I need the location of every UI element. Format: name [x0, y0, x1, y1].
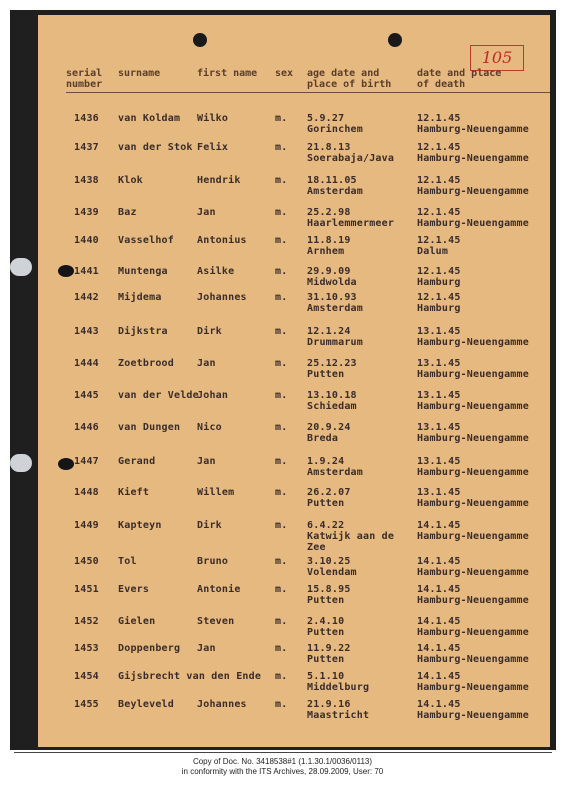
first-name: Johannes — [197, 699, 247, 710]
birth-place: Gorinchem — [307, 124, 363, 135]
death-date: 13.1.45 — [417, 390, 461, 401]
birth-date: 6.4.22 — [307, 520, 345, 531]
first-name: Dirk — [197, 520, 222, 531]
death-date: 14.1.45 — [417, 584, 461, 595]
serial-number: 1440 — [74, 235, 99, 246]
death-date: 14.1.45 — [417, 643, 461, 654]
first-name: Jan — [197, 456, 216, 467]
ink-blot-1 — [58, 265, 74, 277]
death-date: 13.1.45 — [417, 456, 461, 467]
serial-number: 1443 — [74, 326, 99, 337]
first-name: Jan — [197, 643, 216, 654]
serial-number: 1438 — [74, 175, 99, 186]
binder-hole-bottom — [10, 454, 32, 472]
first-name: Bruno — [197, 556, 229, 567]
header-serial: serial number — [66, 68, 103, 90]
sex: m. — [275, 113, 288, 124]
death-date: 13.1.45 — [417, 422, 461, 433]
serial-number: 1448 — [74, 487, 99, 498]
death-date: 12.1.45 — [417, 292, 461, 303]
death-place: Hamburg-Neuengamme — [417, 153, 529, 164]
serial-number: 1442 — [74, 292, 99, 303]
birth-place: Amsterdam — [307, 186, 363, 197]
sex: m. — [275, 235, 288, 246]
surname: Baz — [118, 207, 137, 218]
surname: Muntenga — [118, 266, 168, 277]
death-place: Hamburg-Neuengamme — [417, 433, 529, 444]
footer-rule — [14, 752, 552, 753]
header-first-name: first name — [197, 68, 258, 79]
sex: m. — [275, 142, 288, 153]
surname: Vasselhof — [118, 235, 174, 246]
birth-place: Schiedam — [307, 401, 357, 412]
birth-date: 20.9.24 — [307, 422, 351, 433]
death-date: 13.1.45 — [417, 487, 461, 498]
birth-place: Putten — [307, 498, 345, 509]
surname: Beyleveld — [118, 699, 174, 710]
birth-date: 31.10.93 — [307, 292, 357, 303]
death-date: 13.1.45 — [417, 358, 461, 369]
death-date: 13.1.45 — [417, 326, 461, 337]
birth-date: 5.9.27 — [307, 113, 345, 124]
birth-place: Amsterdam — [307, 467, 363, 478]
serial-number: 1451 — [74, 584, 99, 595]
birth-date: 21.8.13 — [307, 142, 351, 153]
header-sex: sex — [275, 68, 294, 79]
sex: m. — [275, 175, 288, 186]
death-date: 14.1.45 — [417, 699, 461, 710]
death-place: Hamburg — [417, 303, 461, 314]
serial-number: 1452 — [74, 616, 99, 627]
birth-place: Putten — [307, 595, 345, 606]
surname: van Koldam — [118, 113, 181, 124]
death-date: 14.1.45 — [417, 671, 461, 682]
surname: Klok — [118, 175, 143, 186]
death-place: Hamburg-Neuengamme — [417, 218, 529, 229]
serial-number: 1449 — [74, 520, 99, 531]
sex: m. — [275, 422, 288, 433]
first-name: Antonius — [197, 235, 247, 246]
birth-place: Putten — [307, 627, 345, 638]
serial-number: 1454 — [74, 671, 99, 682]
footer-line-2: in conformity with the ITS Archives, 28.09.2009, User: 70 — [181, 767, 384, 776]
death-date: 14.1.45 — [417, 616, 461, 627]
birth-date: 15.8.95 — [307, 584, 351, 595]
death-place: Hamburg-Neuengamme — [417, 401, 529, 412]
sex: m. — [275, 292, 288, 303]
death-place: Dalum — [417, 246, 449, 257]
birth-place: Breda — [307, 433, 339, 444]
birth-place: Middelburg — [307, 682, 370, 693]
birth-date: 13.10.18 — [307, 390, 357, 401]
birth-place: Putten — [307, 369, 345, 380]
birth-date: 26.2.07 — [307, 487, 351, 498]
surname: Kieft — [118, 487, 150, 498]
death-place: Hamburg-Neuengamme — [417, 498, 529, 509]
death-date: 12.1.45 — [417, 142, 461, 153]
death-place: Hamburg-Neuengamme — [417, 682, 529, 693]
surname: Doppenberg — [118, 643, 181, 654]
first-name: Wilko — [197, 113, 229, 124]
birth-place: Midwolda — [307, 277, 357, 288]
sex: m. — [275, 207, 288, 218]
serial-number: 1444 — [74, 358, 99, 369]
death-place: Hamburg — [417, 277, 461, 288]
birth-place: Putten — [307, 654, 345, 665]
death-place: Hamburg-Neuengamme — [417, 627, 529, 638]
birth-place: Drummarum — [307, 337, 363, 348]
header-surname: surname — [118, 68, 161, 79]
surname: van Dungen — [118, 422, 181, 433]
header-death: date and place of death — [417, 68, 502, 90]
surname: Zoetbrood — [118, 358, 174, 369]
serial-number: 1437 — [74, 142, 99, 153]
sex: m. — [275, 643, 288, 654]
surname: Evers — [118, 584, 150, 595]
birth-date: 11.9.22 — [307, 643, 351, 654]
first-name: Jan — [197, 358, 216, 369]
surname: van der Stok — [118, 142, 193, 153]
death-place: Hamburg-Neuengamme — [417, 369, 529, 380]
birth-date: 29.9.09 — [307, 266, 351, 277]
birth-place: Amsterdam — [307, 303, 363, 314]
footer-line-1: Copy of Doc. No. 3418538#1 (1.1.30.1/0036/0113) — [192, 757, 373, 766]
sex: m. — [275, 358, 288, 369]
serial-number: 1446 — [74, 422, 99, 433]
death-place: Hamburg-Neuengamme — [417, 567, 529, 578]
serial-number: 1445 — [74, 390, 99, 401]
punch-hole-right — [388, 33, 402, 47]
birth-place: Katwijk aan de Zee — [307, 531, 395, 553]
header-birth: age date and place of birth — [307, 68, 392, 90]
sex: m. — [275, 266, 288, 277]
serial-number: 1450 — [74, 556, 99, 567]
death-date: 12.1.45 — [417, 207, 461, 218]
birth-date: 21.9.16 — [307, 699, 351, 710]
sex: m. — [275, 326, 288, 337]
sex: m. — [275, 456, 288, 467]
birth-date: 1.9.24 — [307, 456, 345, 467]
first-name: Johannes — [197, 292, 247, 303]
birth-date: 25.2.98 — [307, 207, 351, 218]
death-date: 12.1.45 — [417, 235, 461, 246]
surname: Kapteyn — [118, 520, 162, 531]
first-name: Antonie — [197, 584, 241, 595]
first-name: Asilke — [197, 266, 235, 277]
sex: m. — [275, 520, 288, 531]
birth-place: Haarlemmermeer — [307, 218, 395, 229]
death-place: Hamburg-Neuengamme — [417, 186, 529, 197]
first-name: Nico — [197, 422, 222, 433]
surname: Dijkstra — [118, 326, 168, 337]
sex: m. — [275, 671, 288, 682]
birth-date: 12.1.24 — [307, 326, 351, 337]
death-place: Hamburg-Neuengamme — [417, 595, 529, 606]
surname: Gijsbrecht van den Ende — [118, 671, 262, 682]
serial-number: 1441 — [74, 266, 99, 277]
death-place: Hamburg-Neuengamme — [417, 710, 529, 721]
binder-hole-top — [10, 258, 32, 276]
death-date: 14.1.45 — [417, 520, 461, 531]
death-place: Hamburg-Neuengamme — [417, 654, 529, 665]
sex: m. — [275, 487, 288, 498]
birth-date: 11.8.19 — [307, 235, 351, 246]
serial-number: 1447 — [74, 456, 99, 467]
first-name: Hendrik — [197, 175, 241, 186]
birth-date: 3.10.25 — [307, 556, 351, 567]
death-place: Hamburg-Neuengamme — [417, 124, 529, 135]
sex: m. — [275, 584, 288, 595]
birth-place: Volendam — [307, 567, 357, 578]
serial-number: 1453 — [74, 643, 99, 654]
surname: Mijdema — [118, 292, 162, 303]
first-name: Jan — [197, 207, 216, 218]
serial-number: 1455 — [74, 699, 99, 710]
surname: Tol — [118, 556, 137, 567]
birth-date: 2.4.10 — [307, 616, 345, 627]
death-date: 12.1.45 — [417, 113, 461, 124]
punch-hole-left — [193, 33, 207, 47]
first-name: Steven — [197, 616, 235, 627]
page-number: 105 — [470, 45, 524, 71]
birth-date: 5.1.10 — [307, 671, 345, 682]
ink-blot-2 — [58, 458, 74, 470]
first-name: Willem — [197, 487, 235, 498]
birth-place: Soerabaja/Java — [307, 153, 395, 164]
birth-place: Maastricht — [307, 710, 370, 721]
header-rule — [66, 92, 550, 93]
death-place: Hamburg-Neuengamme — [417, 531, 529, 542]
surname: van der Velde — [118, 390, 199, 401]
birth-place: Arnhem — [307, 246, 345, 257]
sex: m. — [275, 616, 288, 627]
first-name: Felix — [197, 142, 229, 153]
death-place: Hamburg-Neuengamme — [417, 337, 529, 348]
surname: Gerand — [118, 456, 156, 467]
death-date: 12.1.45 — [417, 266, 461, 277]
death-date: 12.1.45 — [417, 175, 461, 186]
birth-date: 25.12.23 — [307, 358, 357, 369]
serial-number: 1439 — [74, 207, 99, 218]
sex: m. — [275, 556, 288, 567]
serial-number: 1436 — [74, 113, 99, 124]
death-place: Hamburg-Neuengamme — [417, 467, 529, 478]
death-date: 14.1.45 — [417, 556, 461, 567]
first-name: Dirk — [197, 326, 222, 337]
surname: Gielen — [118, 616, 156, 627]
first-name: Johan — [197, 390, 229, 401]
birth-date: 18.11.05 — [307, 175, 357, 186]
sex: m. — [275, 390, 288, 401]
sex: m. — [275, 699, 288, 710]
